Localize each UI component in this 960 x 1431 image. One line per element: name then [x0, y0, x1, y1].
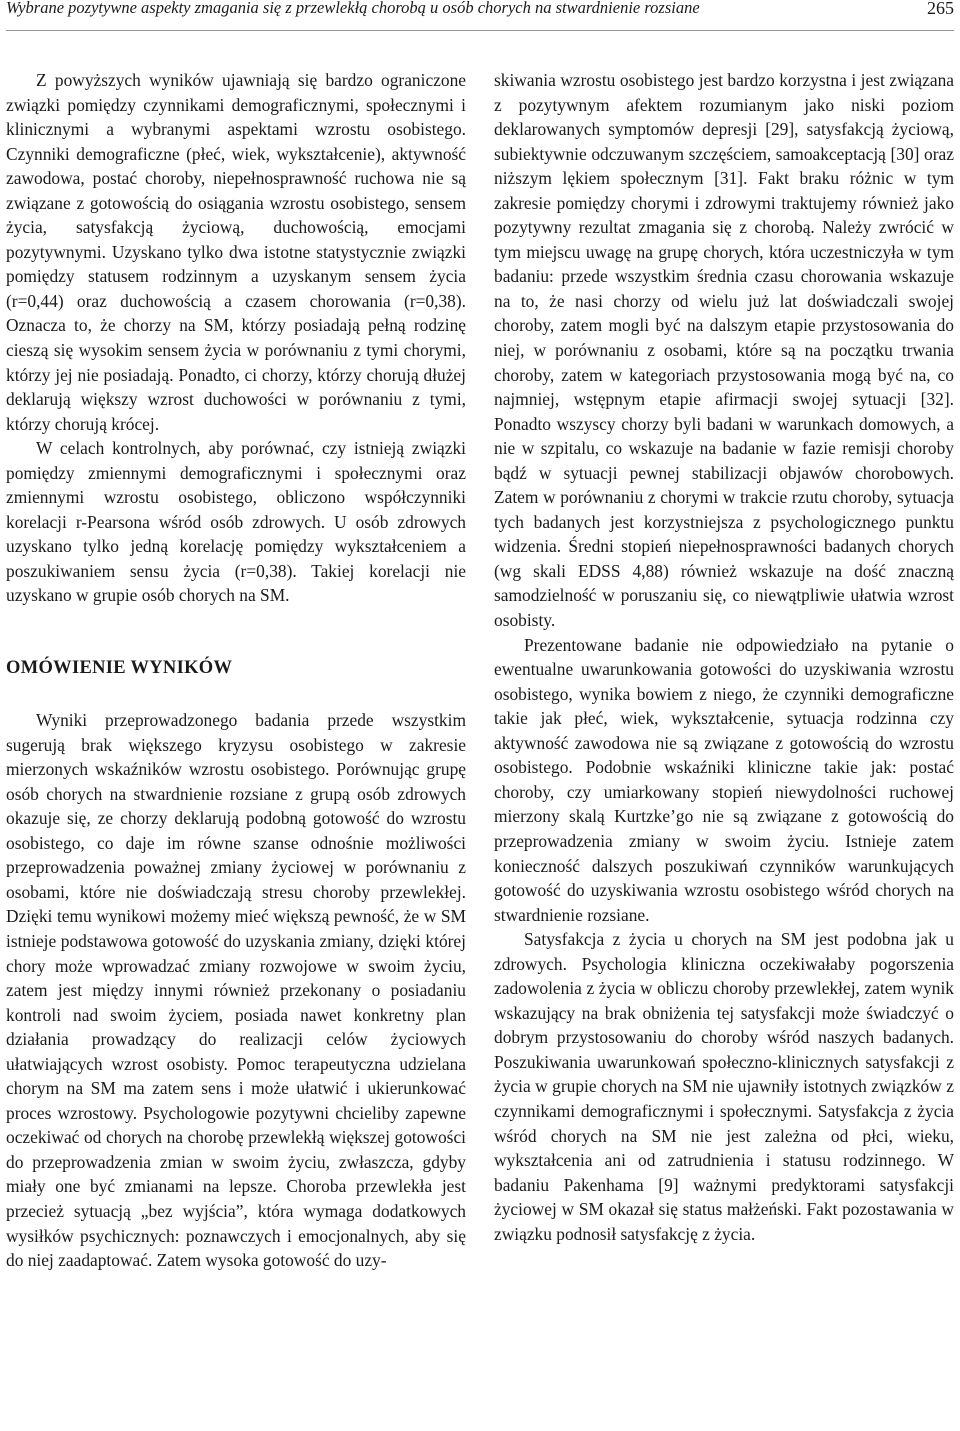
- running-header: [6, 0, 954, 31]
- paragraph: Satysfakcja z życia u chorych na SM jest podobna jak u zdrowych. Psychologia kliniczna oczekiwałaby pogorszenia zadowolenia z życia w obliczu choroby przewlekłej, zatem wynik wskazujący na brak obniżenia tej satysfakcji może świadczyć o dobrym przystosowaniu do choroby wśród naszych badanych. Poszukiwania uwarunkowań społeczno-klinicznych satysfakcji z życia w grupie chorych na SM nie ujawniły istotnych związków z czynnikami demograficznymi i społecznymi. Satysfakcja z życia wśród chorych na SM nie jest zależna od płci, wieku, wykształcenia ani od zatrudnienia i statusu rodzinnego. W badaniu Pakenhama [9] ważnymi predyktorami satysfakcji życiowej w SM okazał się status małżeński. Fakt pozostawania w związku podnosił satysfakcję z życia.: [494, 929, 954, 1244]
- running-title: Wybrane pozytywne aspekty zmagania się z przewlekłą chorobą u osób chorych na stwardnienie rozsiane: [6, 0, 700, 17]
- page-number: 265: [927, 0, 954, 18]
- paragraph: W celach kontrolnych, aby porównać, czy istnieją związki pomiędzy zmiennymi demograficznymi i społecznymi oraz zmiennymi wzrostu osobistego, obliczono współczynniki korelacji r-Pearsona wśród osób zdrowych. U osób zdrowych uzyskano tylko jedną korelację pomiędzy wykształceniem a poszukiwaniem sensu życia (r=0,38). Takiej korelacji nie uzyskano w grupie osób chorych na SM.: [6, 438, 466, 606]
- right-column: [494, 68, 954, 1246]
- paragraph: Wyniki przeprowadzonego badania przede wszystkim sugerują brak większego kryzysu osobistego w zakresie mierzonych wskaźników wzrostu osobistego. Porównując grupę osób chorych na stwardnienie rozsiane z grupą osób zdrowych okazuje się, ze chorzy deklarują podobną gotowość do wzrostu osobistego, co daje im równe szanse odnośnie możliwości przeprowadzenia poważnej zmiany życiowej w porównaniu z osobami, które nie doświadczają stresu choroby przewlekłej. Dzięki temu wynikowi możemy mieć większą pewność, że w SM istnieje podstawowa gotowość do uzyskania zmiany, dzięki której chory może wprowadzać zmiany rozwojowe w swoim życiu, zatem jest między innymi również przekonany o posiadaniu kontroli nad swoim życiem, posiada nawet konkretny plan działania prowadzący do realizacji celów życiowych ułatwiających wzrost osobisty. Pomoc terapeutyczna udzielana chorym na SM ma zatem sens i może ułatwić i ukierunkować proces wzrostowy. Psychologowie pozytywni chcieliby zapewne oczekiwać od chorych na chorobę przewlekłą większej gotowości do przeprowadzenia zmian w swoim życiu, zwłaszcza, gdyby miały one być zmianami na lepsze. Choroba przewlekła jest przecież sytuacją „bez wyjścia”, która wymaga dodatkowych wysiłków psychicznych: poznawczych i emocjonalnych, aby się do niej zaadaptować. Zatem wysoka gotowość do uzy-: [6, 710, 466, 1271]
- paragraph: skiwania wzrostu osobistego jest bardzo korzystna i jest związana z pozytywnym afektem rozumianym jako niski poziom deklarowanych symptomów depresji [29], satysfakcją życiową, subiektywnie odczuwanym szczęściem, samoakceptacją [30] oraz niższym lękiem społecznym [31]. Fakt braku różnic w tym zakresie pomiędzy chorymi i zdrowymi traktujemy również jako pozytywny rezultat zmagania się z chorobą. Należy zwrócić w tym miejscu uwagę na grupę chorych, która uczestniczyła w tym badaniu: przede wszystkim średnia czasu chorowania wskazuje na to, że nasi chorzy od wielu już lat doświadczali swojej choroby, zatem mogli być na dalszym etapie przystosowania do niej, w porównaniu z osobami, które są na początku trwania choroby, zatem w kategoriach przystosowania mogą być na, co najmniej, wstępnym etapie afirmacji swojej sytuacji [32]. Ponadto wszyscy chorzy byli badani w warunkach domowych, a nie w szpitalu, co wskazuje na badanie w fazie remisji choroby bądź w sytuacji pewnej stabilizacji objawów chorobowych. Zatem w porównaniu z chorymi w trakcie rzutu choroby, sytuacja tych badanych jest korzystniejsza z psychologicznego punktu widzenia. Średni stopień niepełnosprawności badanych chorych (wg skali EDSS 4,88) również wskazuje na dość znaczną samodzielność w poruszaniu się, co niewątpliwie ułatwia wzrost osobisty.: [494, 70, 954, 631]
- paragraph: Prezentowane badanie nie odpowiedziało na pytanie o ewentualne uwarunkowania gotowości do uzyskiwania wzrostu osobistego, wynika bowiem z niego, że czynniki demograficzne takie jak płeć, wiek, wykształcenie, sytuacja rodzinna czy aktywność zawodowa nie są związane z gotowością do wzrostu osobistego. Podobnie wskaźniki kliniczne takie jak: postać choroby, czy umiarkowany stopień niewydolności ruchowej mierzony skalą Kurtzke’go nie są związane z gotowością do przeprowadzenia zmiany w swoim życiu. Istnieje zatem konieczność dalszych poszukiwań czynników warunkujących gotowość do uzyskiwania wzrostu osobistego wśród chorych na stwardnienie rozsiane.: [494, 634, 954, 925]
- left-column: [6, 68, 466, 1273]
- section-heading: OMÓWIENIE WYNIKÓW: [6, 658, 233, 679]
- paragraph: Z powyższych wyników ujawniają się bardzo ograniczone związki pomiędzy czynnikami demograficznymi, społecznymi i klinicznymi a wybranymi aspektami wzrostu osobistego. Czynniki demograficzne (płeć, wiek, wykształcenie), aktywność zawodowa, postać choroby, niepełnosprawność ruchowa nie są związane z gotowością do osiągania wzrostu osobistego, sensem życia, satysfakcją życiową, duchowością, emocjami pozytywnymi. Uzyskano tylko dwa istotne statystycznie związki pomiędzy statusem rodzinnym a uzyskanym sensem życia (r=0,44) oraz duchowością a czasem chorowania (r=0,38). Oznacza to, że chorzy na SM, którzy posiadają pełną rodzinę cieszą się wysokim sensem życia w porównaniu z tymi chorymi, którzy jej nie posiadają. Ponadto, ci chorzy, którzy chorują dłużej deklarują większy wzrost duchowości w porównaniu z tymi, którzy chorują krócej.: [6, 70, 466, 434]
